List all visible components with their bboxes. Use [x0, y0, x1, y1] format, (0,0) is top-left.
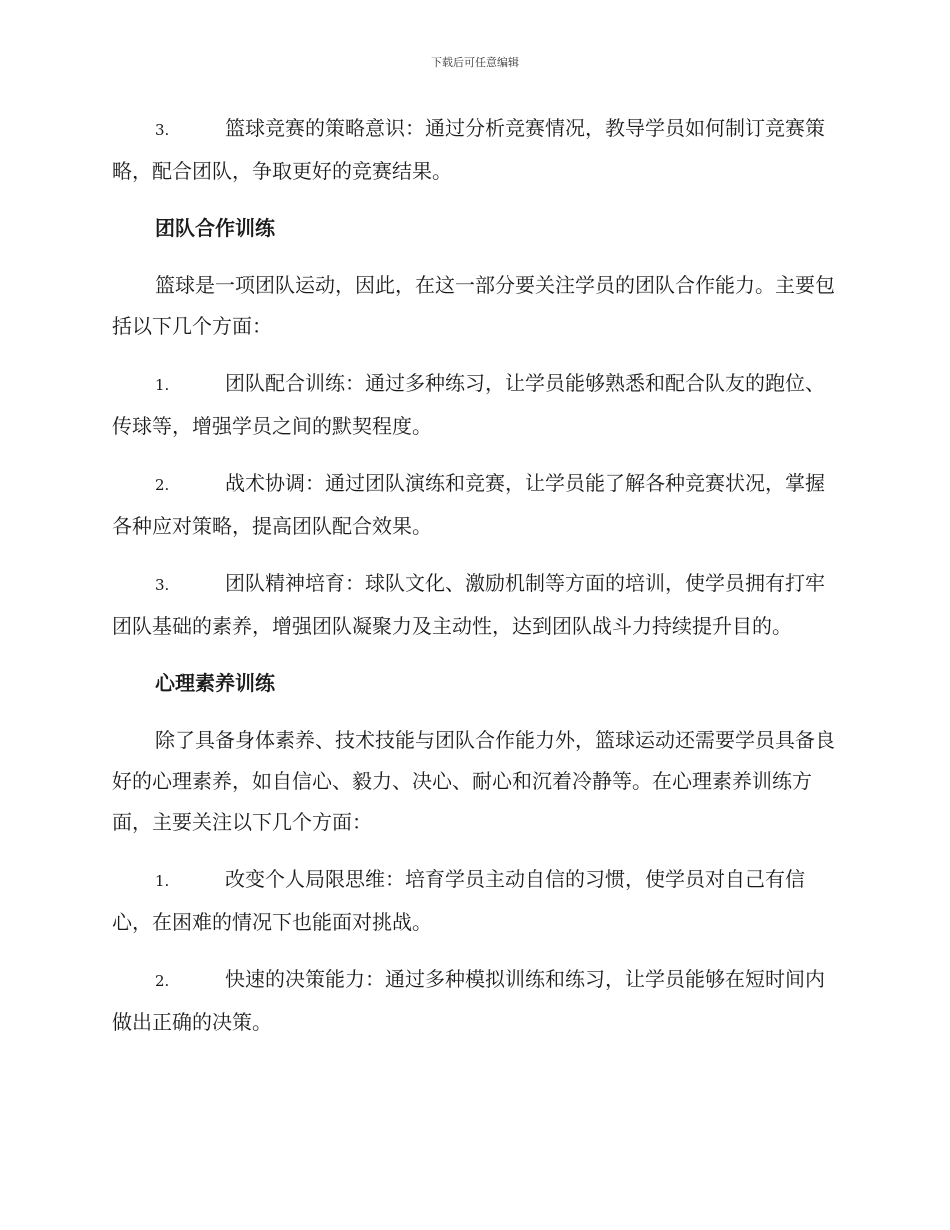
section-heading: 团队合作训练: [155, 216, 275, 240]
list-item: [112, 108, 838, 192]
list-item: [112, 463, 838, 547]
list-text: 篮球竞赛的策略意识：通过分析竞赛情况，教导学员如何制订竞赛策略，配合团队，争取更好的竞赛结果。: [112, 116, 825, 183]
list-number: 2.: [155, 972, 170, 990]
list-item: [112, 959, 838, 1043]
list-number: 3.: [155, 121, 170, 139]
list-text: 团队配合训练：通过多种练习，让学员能够熟悉和配合队友的跑位、传球等，增强学员之间的默契程度。: [112, 371, 825, 438]
list-number: 2.: [155, 476, 170, 494]
page-header: 下载后可任意编辑: [431, 56, 519, 69]
list-number: 1.: [155, 376, 170, 394]
list-text: 战术协调：通过团队演练和竞赛，让学员能了解各种竞赛状况，掌握各种应对策略，提高团队配合效果。: [112, 471, 825, 538]
list-item: [112, 859, 838, 943]
list-item: [112, 363, 838, 447]
paragraph: 篮球是一项团队运动，因此，在这一部分要关注学员的团队合作能力。主要包括以下几个方面：: [112, 273, 835, 338]
list-item: [112, 563, 838, 647]
list-text: 快速的决策能力：通过多种模拟训练和练习，让学员能够在短时间内做出正确的决策。: [112, 967, 825, 1034]
section-heading: 心理素养训练: [155, 671, 275, 695]
list-text: 改变个人局限思维：培育学员主动自信的习惯，使学员对自己有信心，在困难的情况下也能面对挑战。: [112, 867, 805, 934]
list-number: 3.: [155, 576, 170, 594]
paragraph: 除了具备身体素养、技术技能与团队合作能力外，篮球运动还需要学员具备良好的心理素养，如自信心、毅力、决心、耐心和沉着冷静等。在心理素养训练方面，主要关注以下几个方面：: [112, 728, 835, 834]
list-text: 团队精神培育：球队文化、激励机制等方面的培训，使学员拥有打牢团队基础的素养，增强团队凝聚力及主动性，达到团队战斗力持续提升目的。: [112, 571, 825, 638]
list-number: 1.: [155, 872, 170, 890]
document-body: [112, 108, 838, 1059]
